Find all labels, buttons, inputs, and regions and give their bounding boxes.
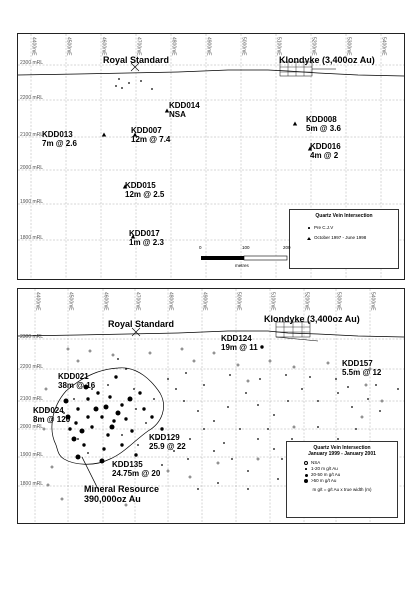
intersection-1-20 xyxy=(107,384,109,386)
intersection-20-50 xyxy=(106,433,109,436)
surface-topography xyxy=(18,331,404,337)
pre-cjv-point xyxy=(121,87,123,89)
nsa-point xyxy=(193,360,195,362)
scale-tick-100: 100 xyxy=(242,245,250,250)
intersection-gt50 xyxy=(94,407,99,412)
intersection-20-50 xyxy=(114,375,117,378)
nsa-point xyxy=(43,428,45,430)
intersection-1-20 xyxy=(267,428,269,430)
mineral-resource-label: Mineral Resource 390,000oz Au xyxy=(84,484,160,504)
easting-label: 4700mE xyxy=(134,292,141,311)
intersection-1-20 xyxy=(137,444,139,446)
intersection-20-50 xyxy=(108,395,111,398)
nsa-point xyxy=(237,364,239,366)
intersection-1-20 xyxy=(247,488,249,490)
easting-label: 4900mE xyxy=(201,292,208,311)
scale-unit: metres xyxy=(235,263,249,268)
easting-label: 4900mE xyxy=(205,37,212,56)
easting-label: 4500mE xyxy=(65,37,72,56)
intersection-gt50 xyxy=(80,429,85,434)
small-dot-icon xyxy=(305,468,307,470)
scale-bar-segment xyxy=(201,256,244,260)
intersection-1-20 xyxy=(125,368,127,370)
intersection-20-50 xyxy=(86,415,89,418)
easting-label: 4700mE xyxy=(135,37,142,56)
hole-label-kdd017: KDD017 1m @ 2.3 xyxy=(129,229,164,247)
top-legend-item-pre-cjv: Pre C.J.V xyxy=(290,225,398,231)
scale-tick-0: 0 xyxy=(199,245,202,250)
hole-label-kdd015: KDD015 12m @ 2.5 xyxy=(125,181,165,199)
intersection-1-20 xyxy=(245,392,247,394)
intersection-triangle xyxy=(102,133,106,137)
legend-item-20-50: 20-50 m g/t Au xyxy=(287,472,397,478)
intersection-20-50 xyxy=(76,407,79,410)
intersection-1-20 xyxy=(273,448,275,450)
intersection-gt50 xyxy=(72,437,77,442)
intersection-1-20 xyxy=(259,378,261,380)
intersection-1-20 xyxy=(135,408,137,410)
intersection-gt50 xyxy=(64,399,69,404)
nsa-point xyxy=(125,504,127,506)
top-legend-item-oct97: October 1997 - June 1998 xyxy=(290,235,398,241)
intersection-20-50 xyxy=(134,453,137,456)
intersection-20-50 xyxy=(96,391,99,394)
intersection-20-50 xyxy=(124,417,127,420)
intersection-1-20 xyxy=(189,438,191,440)
intersection-1-20 xyxy=(277,478,279,480)
hole-label-kdd024: KDD024 8m @ 120 xyxy=(33,406,71,424)
nsa-point xyxy=(257,458,259,460)
intersection-1-20 xyxy=(203,384,205,386)
scale-bar-segment xyxy=(244,256,287,260)
easting-label: 5200mE xyxy=(303,292,310,311)
intersection-1-20 xyxy=(217,482,219,484)
nsa-point xyxy=(89,350,91,352)
intersection-1-20 xyxy=(335,378,337,380)
intersection-1-20 xyxy=(317,400,319,402)
intersection-1-20 xyxy=(183,400,185,402)
intersection-20-50 xyxy=(160,427,163,430)
top-legend-title: Quartz Vein Intersection xyxy=(315,213,373,219)
intersection-1-20 xyxy=(247,470,249,472)
easting-label: 5000mE xyxy=(240,37,247,56)
easting-label: 4800mE xyxy=(167,292,174,311)
intersection-20-50 xyxy=(120,443,123,446)
rl-label: 2100 mRL xyxy=(20,132,44,138)
intersection-1-20 xyxy=(301,388,303,390)
intersection-gt50 xyxy=(128,397,133,402)
rl-label: 1800 mRL xyxy=(20,481,44,487)
nsa-point xyxy=(365,384,367,386)
intersection-1-20 xyxy=(167,378,169,380)
nsa-point xyxy=(167,470,169,472)
intersection-1-20 xyxy=(351,406,353,408)
royal-standard-label-2: Royal Standard xyxy=(108,319,175,329)
intersection-1-20 xyxy=(223,442,225,444)
royal-standard-label: Royal Standard xyxy=(103,55,170,65)
nsa-point xyxy=(67,348,69,350)
hole-label-kdd157: KDD157 5.5m @ 12 xyxy=(342,359,382,377)
klondyke-workings-hatch xyxy=(276,322,310,337)
intersection-gt50 xyxy=(76,455,81,460)
intersection-gt50 xyxy=(116,411,121,416)
easting-label: 5400mE xyxy=(380,37,387,56)
scale-tick-200: 200 xyxy=(283,245,291,250)
hole-label-kdd013: KDD013 7m @ 2.6 xyxy=(42,130,77,148)
intersection-1-20 xyxy=(257,438,259,440)
intersection-1-20 xyxy=(285,374,287,376)
legend-item-nsa: NSA xyxy=(287,460,397,466)
nsa-point xyxy=(361,416,363,418)
intersection-1-20 xyxy=(77,438,79,440)
easting-label: 5200mE xyxy=(310,37,317,56)
bottom-legend-footnote: m g/t = g/t Au x true width (m) xyxy=(312,487,372,492)
rl-label: 2000 mRL xyxy=(20,165,44,171)
bottom-legend-subtitle: January 1999 - January 2001 xyxy=(308,451,376,457)
nsa-point xyxy=(189,476,191,478)
intersection-1-20 xyxy=(133,388,135,390)
hole-label-kdd129: KDD129 25.9 @ 22 xyxy=(149,433,186,451)
intersection-gt50 xyxy=(100,459,105,464)
easting-label: 5300mE xyxy=(345,37,352,56)
intersection-1-20 xyxy=(337,438,339,440)
intersection-20-50 xyxy=(138,391,141,394)
rl-label: 2300 mRL xyxy=(20,60,44,66)
nsa-point xyxy=(47,484,49,486)
easting-label: 5100mE xyxy=(269,292,276,311)
easting-label: 4500mE xyxy=(67,292,74,311)
intersection-1-20 xyxy=(175,388,177,390)
nsa-point xyxy=(77,360,79,362)
hole-label-kdd008: KDD008 5m @ 3.6 xyxy=(306,115,341,133)
easting-label: 4400mE xyxy=(30,37,37,56)
nsa-point xyxy=(269,360,271,362)
intersection-1-20 xyxy=(203,428,205,430)
intersection-triangle xyxy=(293,122,297,126)
intersection-20-50 xyxy=(74,421,77,424)
easting-label: 4800mE xyxy=(170,37,177,56)
intersection-1-20 xyxy=(375,384,377,386)
intersection-20-50 xyxy=(82,443,85,446)
intersection-1-20 xyxy=(281,458,283,460)
klondyke-label-2: Klondyke (3,400oz Au) xyxy=(264,314,360,324)
intersection-1-20 xyxy=(273,414,275,416)
intersection-1-20 xyxy=(121,434,123,436)
intersection-1-20 xyxy=(213,450,215,452)
rl-label: 2200 mRL xyxy=(20,95,44,101)
nsa-point xyxy=(247,380,249,382)
pre-cjv-point xyxy=(128,82,130,84)
rl-label: 1900 mRL xyxy=(20,199,44,205)
top-legend xyxy=(289,209,399,269)
bottom-section-panel xyxy=(17,288,405,524)
pre-cjv-point xyxy=(118,78,120,80)
rl-label: 2300 mRL xyxy=(20,334,44,340)
intersection-20-50 xyxy=(68,427,71,430)
intersection-1-20 xyxy=(213,420,215,422)
intersection-gt50 xyxy=(104,405,109,410)
medium-dot-icon xyxy=(305,474,308,477)
intersection-1-20 xyxy=(197,488,199,490)
intersection-1-20 xyxy=(153,398,155,400)
top-section-panel xyxy=(17,33,405,280)
nsa-point xyxy=(217,462,219,464)
hole-label-kdd135: KDD135 24.75m @ 20 xyxy=(112,460,161,478)
legend-item-1-20: 1-20 m g/t Au xyxy=(287,466,397,472)
intersection-1-20 xyxy=(73,398,75,400)
nsa-point xyxy=(181,348,183,350)
easting-label: 5400mE xyxy=(369,292,376,311)
rl-label: 2200 mRL xyxy=(20,364,44,370)
intersection-1-20 xyxy=(309,376,311,378)
intersection-20-50 xyxy=(260,345,263,348)
nsa-point xyxy=(381,400,383,402)
large-dot-icon xyxy=(304,479,309,484)
intersection-1-20 xyxy=(355,428,357,430)
nsa-point xyxy=(61,498,63,500)
intersection-1-20 xyxy=(239,428,241,430)
intersection-1-20 xyxy=(187,458,189,460)
intersection-1-20 xyxy=(367,398,369,400)
pre-cjv-point xyxy=(140,80,142,82)
intersection-1-20 xyxy=(117,358,119,360)
intersection-1-20 xyxy=(229,374,231,376)
nsa-point xyxy=(149,352,151,354)
intersection-20-50 xyxy=(86,397,89,400)
intersection-20-50 xyxy=(102,447,105,450)
easting-label: 4600mE xyxy=(102,292,109,311)
bottom-legend-title: Quartz Vein Intersection xyxy=(313,445,371,451)
open-circle-icon xyxy=(304,461,308,465)
intersection-1-20 xyxy=(287,400,289,402)
intersection-1-20 xyxy=(291,438,293,440)
rl-label: 1900 mRL xyxy=(20,452,44,458)
intersection-20-50 xyxy=(112,419,115,422)
nsa-point xyxy=(51,466,53,468)
intersection-20-50 xyxy=(130,429,133,432)
hole-label-kdd016: KDD016 4m @ 2 xyxy=(310,142,341,160)
bottom-legend xyxy=(286,441,398,518)
hole-label-kdd014: KDD014 NSA xyxy=(169,101,200,119)
intersection-1-20 xyxy=(227,406,229,408)
rl-label: 2000 mRL xyxy=(20,424,44,430)
intersection-20-50 xyxy=(90,425,93,428)
rl-label: 1800 mRL xyxy=(20,235,44,241)
rl-label: 2100 mRL xyxy=(20,396,44,402)
intersection-1-20 xyxy=(347,386,349,388)
hole-label-kdd021: KDD021 38m @ 16 xyxy=(58,372,96,390)
intersection-1-20 xyxy=(257,404,259,406)
intersection-20-50 xyxy=(100,415,103,418)
easting-label: 4600mE xyxy=(100,37,107,56)
intersection-gt50 xyxy=(110,425,115,430)
intersection-1-20 xyxy=(161,464,163,466)
nsa-point xyxy=(45,388,47,390)
pre-cjv-point xyxy=(115,85,117,87)
nsa-point xyxy=(327,362,329,364)
intersection-20-50 xyxy=(150,415,153,418)
nsa-point xyxy=(213,352,215,354)
intersection-1-20 xyxy=(185,372,187,374)
hole-label-kdd007: KDD007 12m @ 7.4 xyxy=(131,126,171,144)
triangle-icon xyxy=(307,237,311,240)
hole-label-kdd124: KDD124 19m @ 11 xyxy=(221,334,258,352)
headframe-icon xyxy=(132,328,140,336)
legend-item-gt50: >50 m g/t Au xyxy=(287,478,397,484)
intersection-1-20 xyxy=(87,452,89,454)
small-dot-icon xyxy=(308,227,310,229)
easting-label: 5100mE xyxy=(275,37,282,56)
pre-cjv-point xyxy=(151,88,153,90)
intersection-1-20 xyxy=(231,458,233,460)
intersection-1-20 xyxy=(197,410,199,412)
easting-label: 5000mE xyxy=(235,292,242,311)
intersection-20-50 xyxy=(142,407,145,410)
easting-label: 4400mE xyxy=(34,292,41,311)
klondyke-label: Klondyke (3,400oz Au) xyxy=(279,55,375,65)
intersection-1-20 xyxy=(317,426,319,428)
nsa-point xyxy=(112,354,114,356)
nsa-point xyxy=(293,426,295,428)
intersection-1-20 xyxy=(145,422,147,424)
intersection-20-50 xyxy=(120,403,123,406)
easting-label: 5300mE xyxy=(335,292,342,311)
intersection-1-20 xyxy=(379,410,381,412)
intersection-1-20 xyxy=(397,388,399,390)
intersection-1-20 xyxy=(337,392,339,394)
nsa-point xyxy=(293,366,295,368)
